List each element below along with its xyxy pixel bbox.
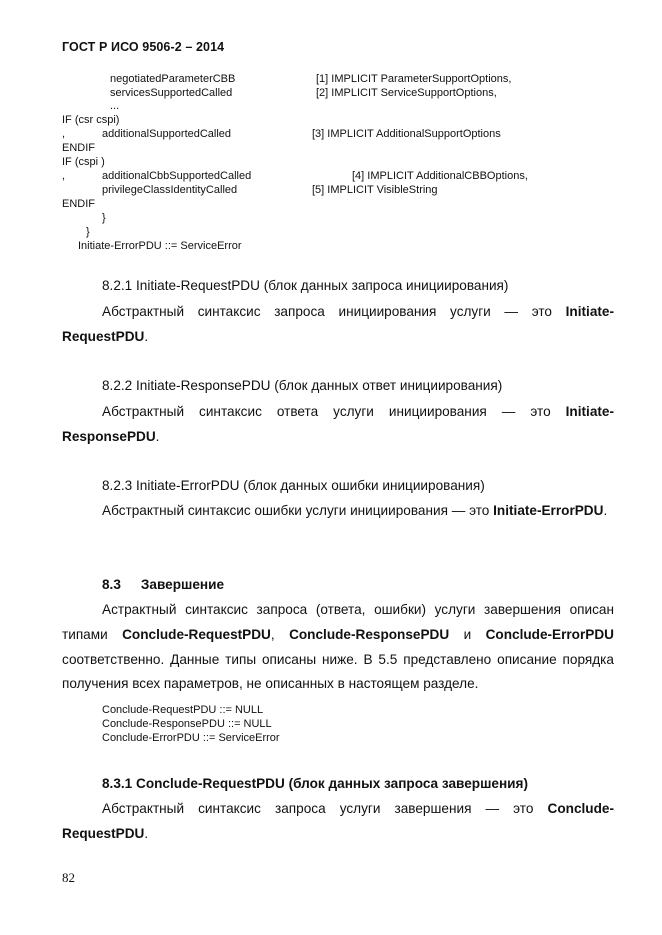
paragraph-8-2-3: [62, 499, 614, 524]
code-line: [5] IMPLICIT VisibleString: [312, 184, 438, 196]
page-number: 82: [62, 870, 75, 885]
code-line: Conclude-RequestPDU ::= NULL: [102, 704, 264, 716]
paragraph-end: .: [144, 825, 149, 841]
code-line: [2] IMPLICIT ServiceSupportOptions,: [316, 87, 497, 99]
paragraph-text: Абстрактный синтаксис ошибки услуги инициирования — это: [102, 503, 494, 518]
section-heading-8-2-3: 8.2.3 Initiate-ErrorPDU (блок данных ошибки инициирования): [102, 478, 485, 493]
term-conclude-requestpdu: Conclude-RequestPDU: [122, 626, 271, 642]
paragraph-8-3: [62, 598, 614, 697]
code-line: [4] IMPLICIT AdditionalCBBOptions,: [352, 170, 528, 182]
paragraph-end: .: [144, 328, 149, 344]
code-line: additionalSupportedCalled: [102, 128, 232, 140]
section-heading-8-3: [102, 577, 224, 592]
separator: ,: [270, 626, 290, 642]
term-initiate-requestpdu: Initiate-RequestPDU: [62, 304, 614, 344]
code-line: servicesSupportedCalled: [110, 87, 233, 99]
code-line: Initiate-ErrorPDU ::= ServiceError: [78, 240, 242, 252]
code-line: ENDIF: [62, 198, 95, 210]
paragraph-end: .: [603, 503, 608, 518]
term-conclude-responsepdu: Conclude-ResponsePDU: [289, 626, 450, 642]
code-line: ,: [62, 170, 66, 182]
code-line: ENDIF: [62, 142, 95, 154]
paragraph-text: соответственно. Данные типы описаны ниже. В 5.5 представлено описание порядка получения всех параметров, не описанных в настоящем разделе.: [62, 651, 614, 692]
code-line: additionalCbbSupportedCalled: [102, 170, 252, 182]
paragraph-text: Астрактный синтаксис запроса (ответа, ошибки) услуги завершения описан типами: [62, 602, 614, 642]
paragraph-text: Абстрактный синтаксис запроса услуги завершения — это: [102, 801, 548, 816]
term-initiate-responsepdu: Initiate-ResponsePDU: [62, 404, 614, 444]
section-number: 8.3: [102, 577, 121, 592]
term-initiate-errorpdu: Initiate-ErrorPDU: [493, 503, 604, 518]
code-line: }: [102, 212, 106, 224]
paragraph-8-2-1: [62, 300, 614, 350]
code-line: negotiatedParameterCBB: [110, 73, 236, 85]
code-line: Conclude-ResponsePDU ::= NULL: [102, 718, 272, 730]
section-title: Завершение: [140, 577, 225, 592]
section-heading-8-3-1: 8.3.1 Conclude-RequestPDU (блок данных запроса завершения): [102, 776, 528, 791]
code-line: ,: [62, 128, 66, 140]
section-heading-8-2-1: 8.2.1 Initiate-RequestPDU (блок данных запроса инициирования): [102, 278, 509, 293]
code-line: [1] IMPLICIT ParameterSupportOptions,: [316, 73, 512, 85]
code-line: [3] IMPLICIT AdditionalSupportOptions: [312, 128, 501, 140]
paragraph-text: Абстрактный синтаксис ответа услуги инициирования — это: [102, 404, 566, 419]
paragraph-end: .: [155, 428, 160, 444]
document-header: ГОСТ Р ИСО 9506-2 – 2014: [62, 40, 225, 54]
code-line: IF (csr cspi): [62, 114, 120, 126]
paragraph-8-3-1: [62, 797, 614, 847]
code-line: IF (cspi ): [62, 156, 105, 168]
term-conclude-requestpdu: Conclude-RequestPDU: [62, 801, 614, 841]
section-heading-8-2-2: 8.2.2 Initiate-ResponsePDU (блок данных ответ инициирования): [102, 378, 503, 393]
term-conclude-errorpdu: Conclude-ErrorPDU: [485, 626, 614, 642]
code-line: privilegeClassIdentityCalled: [102, 184, 238, 196]
paragraph-text: Абстрактный синтаксис запроса инициирования услуги — это: [102, 304, 566, 319]
code-line: ...: [110, 100, 120, 112]
paragraph-8-2-2: [62, 400, 614, 450]
separator: и: [449, 626, 486, 642]
code-line: }: [86, 226, 90, 238]
code-line: Conclude-ErrorPDU ::= ServiceError: [102, 732, 280, 744]
